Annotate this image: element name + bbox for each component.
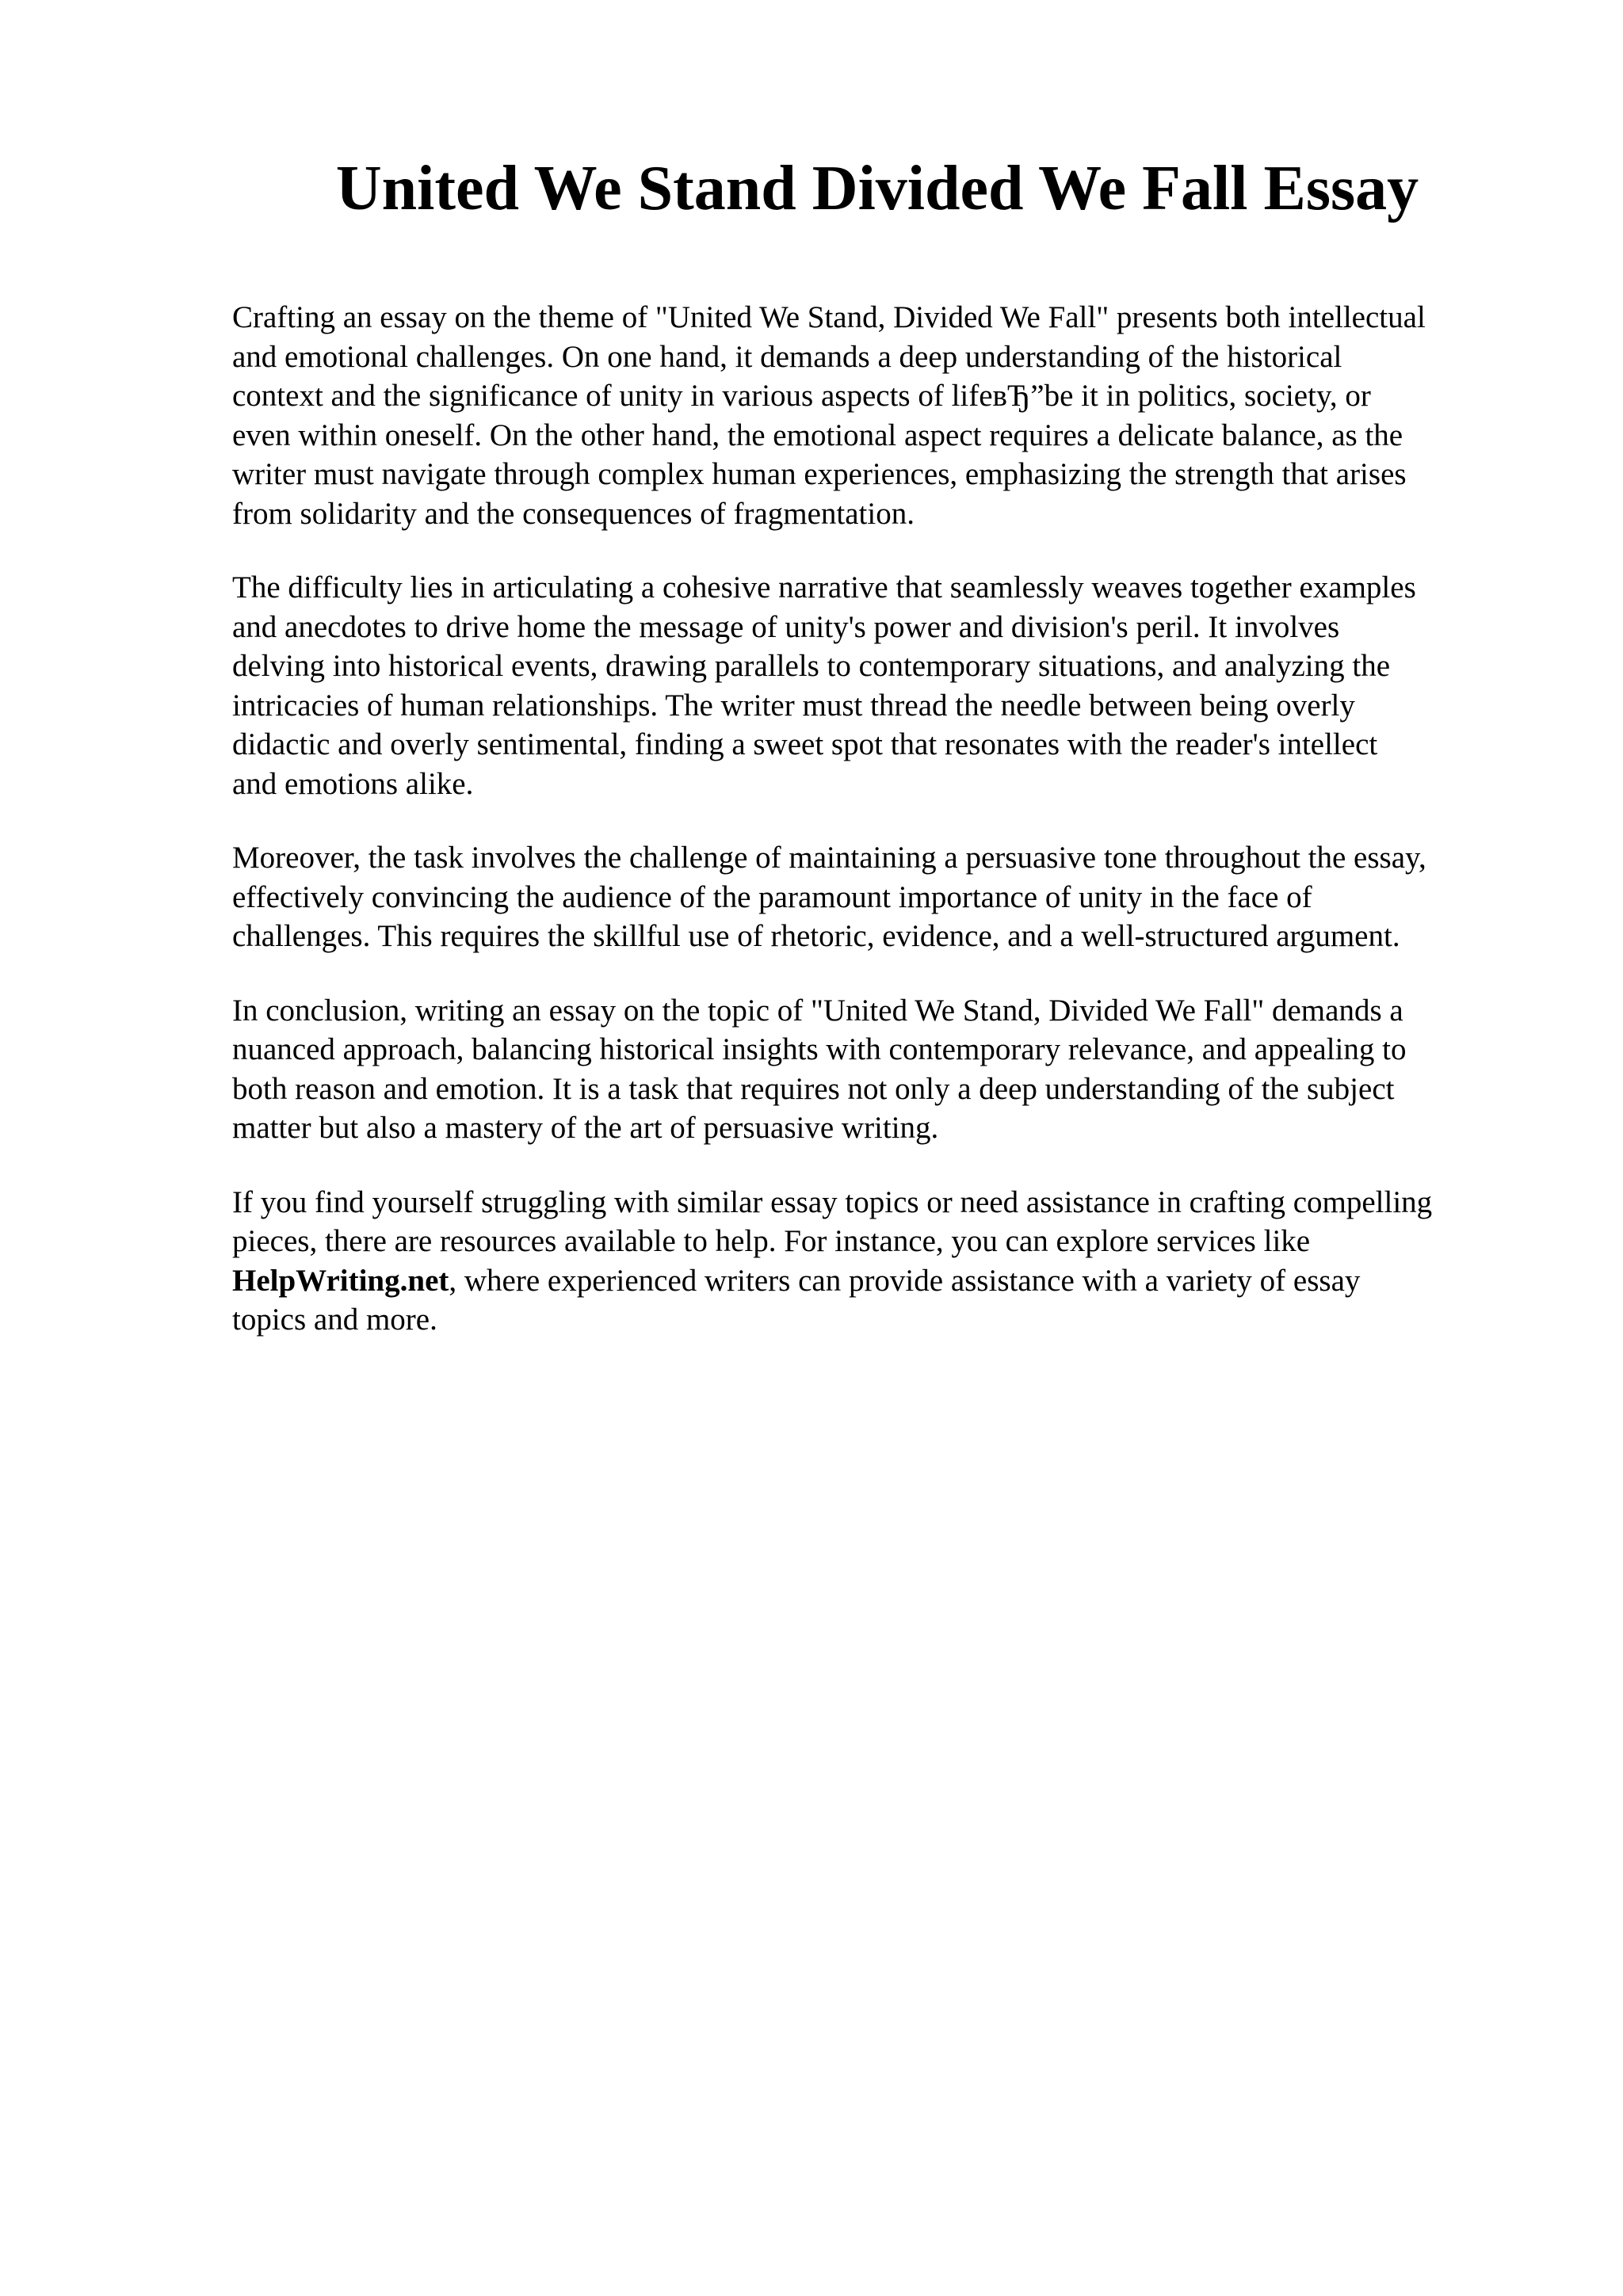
paragraph-line: from solidarity and the consequences of fragmentation.: [232, 496, 915, 531]
paragraph-line: matter but also a mastery of the art of persuasive writing.: [232, 1111, 939, 1145]
paragraph-line-with-brand: [232, 1261, 1532, 1301]
paragraph-line: In conclusion, writing an essay on the topic of "United We Stand, Divided We Fall" demands a: [232, 993, 1403, 1028]
document-body: [232, 298, 1532, 1375]
paragraph-line: writer must navigate through complex human experiences, emphasizing the strength that arises: [232, 457, 1407, 491]
paragraph-4: [232, 991, 1532, 1148]
paragraph-line: The difficulty lies in articulating a cohesive narrative that seamlessly weaves together examples: [232, 570, 1416, 605]
paragraph-line: and anecdotes to drive home the message of unity's power and division's peril. It involves: [232, 609, 1340, 644]
paragraph-line: delving into historical events, drawing parallels to contemporary situations, and analyzing the: [232, 649, 1391, 683]
paragraph-line: Crafting an essay on the theme of "United We Stand, Divided We Fall" presents both intellectual: [232, 300, 1426, 334]
paragraph-line: If you find yourself struggling with similar essay topics or need assistance in crafting compelling: [232, 1184, 1433, 1219]
paragraph-3: [232, 838, 1532, 956]
paragraph-line: context and the significance of unity in various aspects of lifeвЂ”be it in politics, society, or: [232, 379, 1371, 413]
paragraph-1: [232, 298, 1532, 533]
paragraph-line: intricacies of human relationships. The writer must thread the needle between being overly: [232, 688, 1355, 723]
brand-name: HelpWriting.net: [232, 1263, 449, 1298]
paragraph-line: and emotions alike.: [232, 766, 474, 801]
brand-line-rest: , where experienced writers can provide assistance with a variety of essay: [449, 1263, 1361, 1298]
paragraph-line: even within oneself. On the other hand, the emotional aspect requires a delicate balance, as the: [232, 418, 1403, 452]
document-title: United We Stand Divided We Fall Essay: [335, 154, 1419, 223]
paragraph-line: both reason and emotion. It is a task that requires not only a deep understanding of the subject: [232, 1071, 1395, 1106]
paragraph-line: nuanced approach, balancing historical insights with contemporary relevance, and appealing to: [232, 1032, 1407, 1066]
paragraph-line: topics and more.: [232, 1302, 437, 1337]
paragraph-line: and emotional challenges. On one hand, it demands a deep understanding of the historical: [232, 339, 1342, 374]
paragraph-5: [232, 1183, 1532, 1340]
paragraph-line: Moreover, the task involves the challenge of maintaining a persuasive tone throughout the essay,: [232, 841, 1426, 875]
paragraph-line: challenges. This requires the skillful use of rhetoric, evidence, and a well-structured argument.: [232, 919, 1400, 953]
paragraph-line: effectively convincing the audience of the paramount importance of unity in the face of: [232, 879, 1312, 914]
paragraph-line: pieces, there are resources available to help. For instance, you can explore services like: [232, 1224, 1311, 1258]
paragraph-2: [232, 568, 1532, 803]
paragraph-line: didactic and overly sentimental, finding a sweet spot that resonates with the reader's intellect: [232, 727, 1378, 761]
